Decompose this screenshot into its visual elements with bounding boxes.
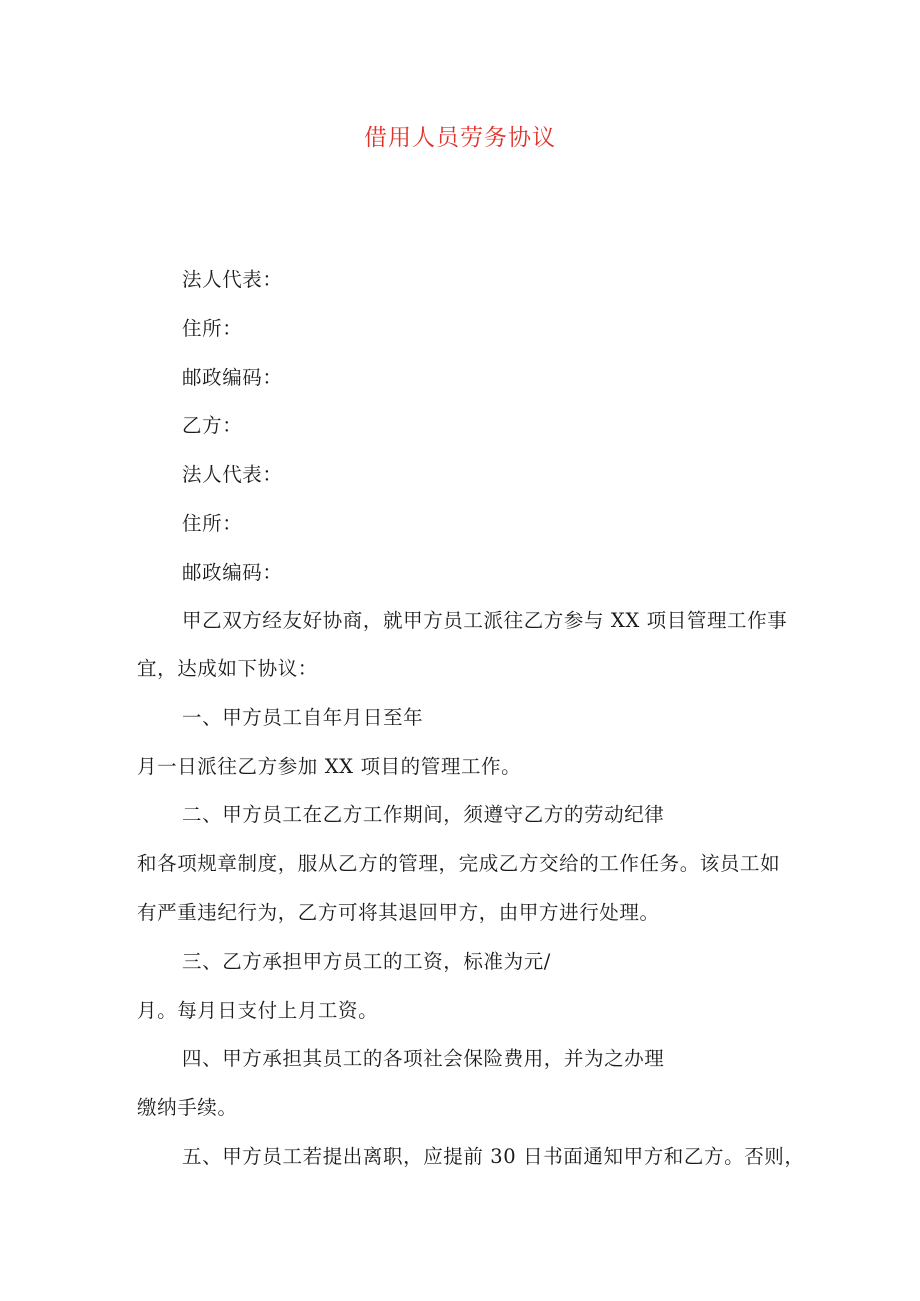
party-a-postal-code-field: 邮政编码： (182, 366, 283, 389)
party-b-legal-rep-field: 法人代表： (182, 463, 283, 486)
clause-2-line-3: 有严重违纪行为，乙方可将其退回甲方，由甲方进行处理。 (137, 901, 660, 924)
clause-2-line-2: 和各项规章制度，服从乙方的管理，完成乙方交给的工作任务。该员工如 (137, 852, 781, 875)
clause-2-line-1: 二、甲方员工在乙方工作期间，须遵守乙方的劳动纪律 (182, 803, 665, 826)
clause-1-line-1: 一、甲方员工自年月日至年 (182, 706, 424, 729)
preamble-line-1: 甲乙双方经友好协商，就甲方员工派往乙方参与 XX 项目管理工作事 (182, 609, 788, 632)
party-a-address-field: 住所： (182, 317, 243, 340)
clause-1-line-2: 月一日派往乙方参加 XX 项目的管理工作。 (137, 755, 522, 778)
party-b-address-field: 住所： (182, 512, 243, 535)
clause-4-line-1: 四、甲方承担其员工的各项社会保险费用，并为之办理 (182, 1047, 665, 1070)
clause-4-line-2: 缴纳手续。 (137, 1096, 238, 1119)
clause-5-line-1: 五、甲方员工若提出离职，应提前 30 日书面通知甲方和乙方。否则， (182, 1145, 805, 1168)
party-a-legal-rep-field: 法人代表： (182, 268, 283, 291)
document-title: 借用人员劳务协议 (364, 125, 556, 151)
preamble-line-2: 宜，达成如下协议： (137, 657, 318, 680)
party-b-label: 乙方： (182, 414, 243, 437)
clause-3-line-2: 月。每月日支付上月工资。 (137, 999, 379, 1022)
party-b-postal-code-field: 邮政编码： (182, 561, 283, 584)
clause-3-line-1: 三、乙方承担甲方员工的工资，标准为元/ (182, 950, 551, 973)
